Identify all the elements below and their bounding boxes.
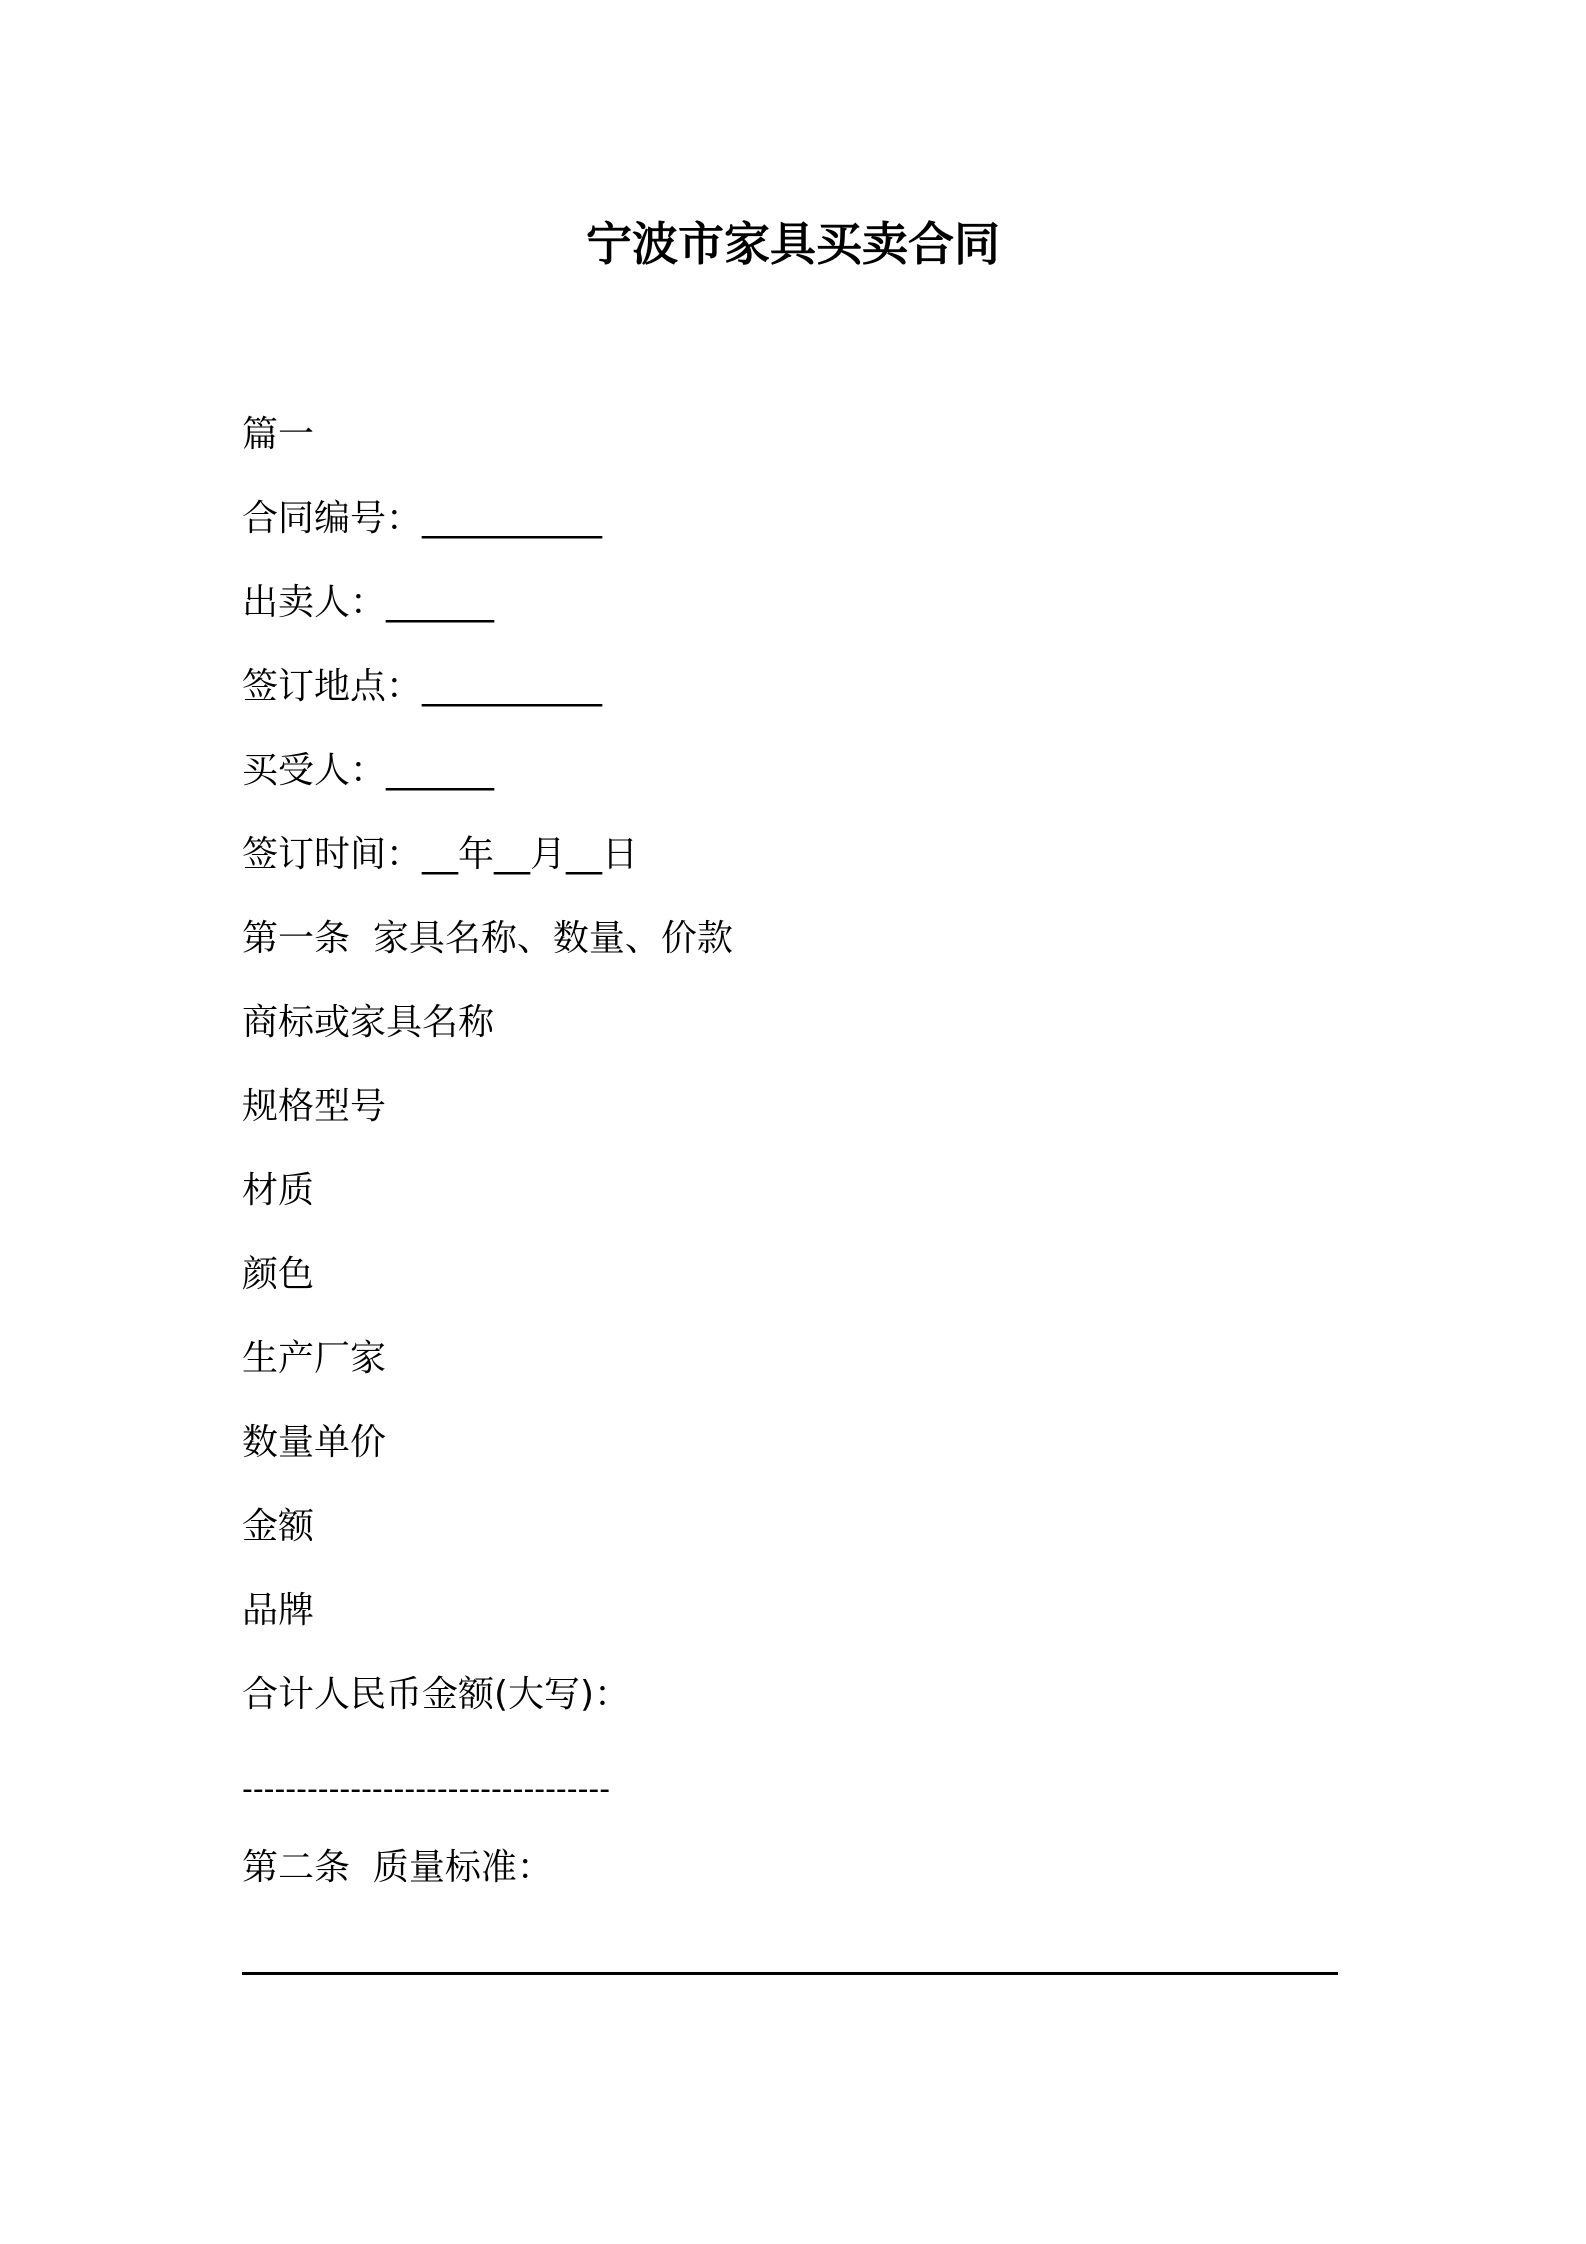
document-title: 宁波市家具买卖合同 <box>586 217 1000 271</box>
contract-number-line: 合同编号：__________ <box>242 498 603 539</box>
field-brand: 品牌 <box>242 1590 315 1631</box>
signing-date-line: 签订时间：__年__月__日 <box>242 834 639 875</box>
article-2-heading: 第二条 质量标准： <box>242 1847 553 1888</box>
field-quantity-price: 数量单价 <box>242 1422 387 1463</box>
buyer-line: 买受人：______ <box>242 750 495 791</box>
dashed-blank-line: ---------------------------------- <box>242 1772 611 1807</box>
total-amount-line: 合计人民币金额(大写)： <box>242 1674 631 1715</box>
field-spec-model: 规格型号 <box>242 1086 387 1127</box>
field-color: 颜色 <box>242 1254 315 1295</box>
field-amount: 金额 <box>242 1506 315 1547</box>
field-manufacturer: 生产厂家 <box>242 1338 387 1379</box>
signing-place-line: 签订地点：__________ <box>242 666 603 707</box>
section-heading: 篇一 <box>242 414 315 455</box>
field-material: 材质 <box>242 1170 315 1211</box>
article-1-heading: 第一条 家具名称、数量、价款 <box>242 918 733 959</box>
blank-fill-line <box>242 1972 1338 1975</box>
field-brand-or-name: 商标或家具名称 <box>242 1002 495 1043</box>
seller-line: 出卖人：______ <box>242 582 495 623</box>
